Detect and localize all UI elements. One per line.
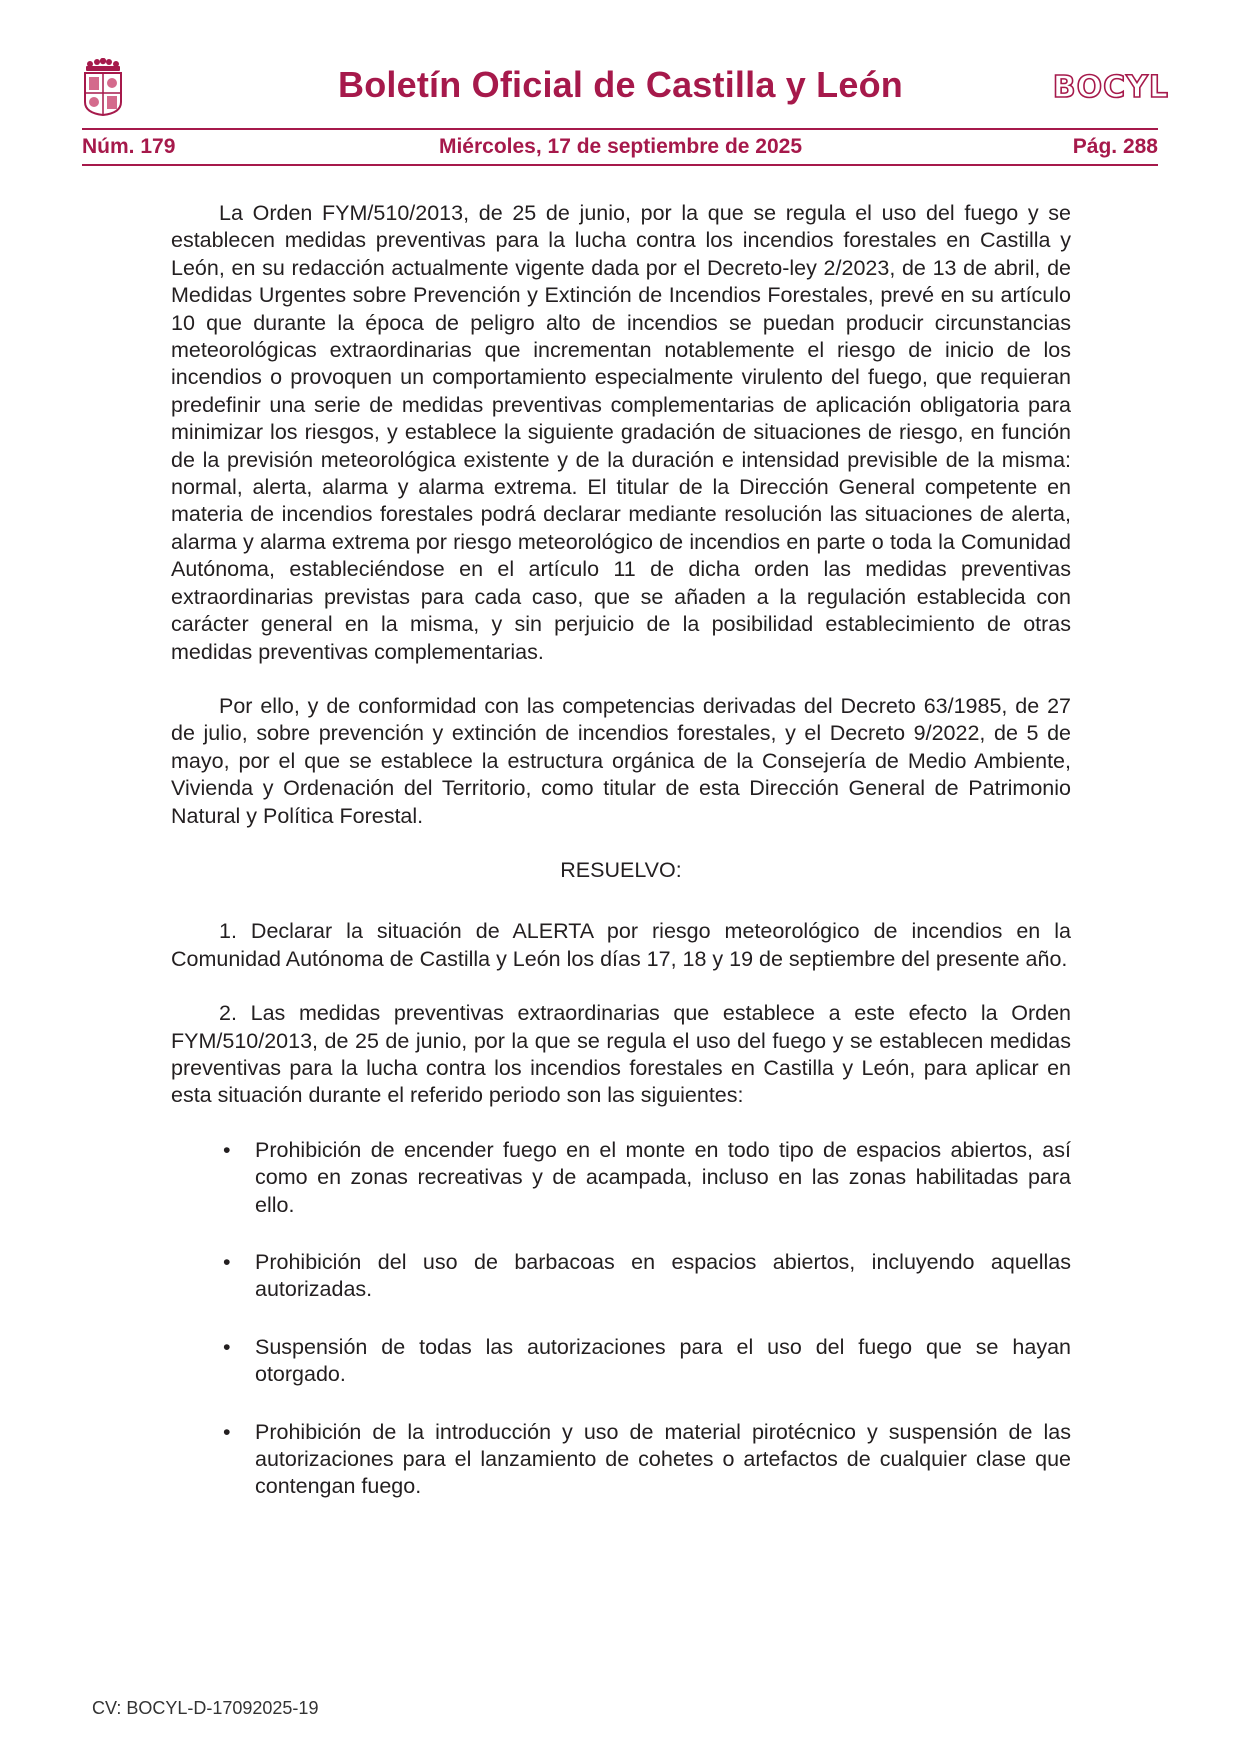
- issue-date: Miércoles, 17 de septiembre de 2025: [438, 135, 803, 158]
- resolution-point-1: 1. Declarar la situación de ALERTA por riesgo meteorológico de incendios en la Comunidad Autónoma de Castilla y León los días 17, 18 y 19 de septiembre del presente año.: [171, 919, 1071, 971]
- bulletin-title: Boletín Oficial de Castilla y León: [338, 64, 903, 105]
- bullet-icon: •: [223, 1334, 231, 1359]
- measure-item: [171, 1334, 1071, 1389]
- header-divider-bottom: [82, 164, 1158, 166]
- measure-text: Prohibición de encender fuego en el monte en todo tipo de espacios abiertos, así como en zonas recreativas y de acampada, incluso en las zonas habilitadas para ello.: [255, 1137, 1071, 1217]
- resolution-point-2: 2. Las medidas preventivas extraordinarias que establece a este efecto la Orden FYM/510/2013, de 25 de junio, por la que se regula el uso del fuego y se establecen medidas preventivas para la lucha contra los incendios forestales en Castilla y León, para aplicar en esta situación durante el referido periodo son las siguientes:: [171, 1001, 1071, 1108]
- measure-text: Prohibición del uso de barbacoas en espacios abiertos, incluyendo aquellas autorizadas.: [255, 1250, 1071, 1302]
- bocyl-logo: BOCYL: [1052, 70, 1169, 105]
- header-divider-top: [82, 128, 1158, 130]
- document-body: [171, 200, 1071, 1531]
- measure-item: [171, 1249, 1071, 1304]
- resolution-heading: RESUELVO:: [560, 857, 682, 882]
- paragraph-preamble: La Orden FYM/510/2013, de 25 de junio, por la que se regula el uso del fuego y se establecen medidas preventivas para la lucha contra los incendios forestales en Castilla y León, en su redacción actualmente vigente dada por el Decreto-ley 2/2023, de 13 de abril, de Medidas Urgentes sobre Prevención y Extinción de Incendios Forestales, prevé en su artículo 10 que durante la época de peligro alto de incendios se puedan producir circunstancias meteorológicas extraordinarias que incrementan notablemente el riesgo de inicio de los incendios o provoquen un comportamiento especialmente virulento del fuego, que requieran predefinir una serie de medidas preventivas complementarias de aplicación obligatoria para minimizar los riesgos, y establece la siguiente gradación de situaciones de riesgo, en función de la previsión meteorológica existente y de la duración e intensidad previsible de la misma: normal, alerta, alarma y alarma extrema. El titular de la Dirección General competente en materia de incendios forestales podrá declarar mediante resolución las situaciones de alerta, alarma y alarma extrema por riesgo meteorológico de incendios en parte o toda la Comunidad Autónoma, estableciéndose en el artículo 11 de dicha orden las medidas preventivas extraordinarias previstas para cada caso, que se añaden a la regulación establecida con carácter general en la misma, y sin perjuicio de la posibilidad establecimiento de otras medidas preventivas complementarias.: [171, 201, 1071, 664]
- measure-text: Suspensión de todas las autorizaciones para el uso del fuego que se hayan otorgado.: [255, 1334, 1071, 1387]
- bullet-icon: •: [223, 1419, 231, 1444]
- page-number: Pág. 288: [1072, 135, 1158, 158]
- bullet-icon: •: [223, 1137, 231, 1162]
- issue-number: Núm. 179: [82, 135, 176, 158]
- measures-list: [171, 1137, 1071, 1501]
- measure-text: Prohibición de la introducción y uso de material pirotécnico y suspensión de las autorizaciones para el lanzamiento de cohetes o artefactos de cualquier clase que contengan fuego.: [255, 1419, 1071, 1499]
- cv-verification-code: CV: BOCYL-D-17092025-19: [92, 1698, 319, 1718]
- bullet-icon: •: [223, 1250, 231, 1274]
- measure-item: [171, 1137, 1071, 1219]
- measure-item: [171, 1419, 1071, 1501]
- paragraph-competences: Por ello, y de conformidad con las competencias derivadas del Decreto 63/1985, de 27 de julio, sobre prevención y extinción de incendios forestales, y el Decreto 9/2022, de 5 de mayo, por el que se establece la estructura orgánica de la Consejería de Medio Ambiente, Vivienda y Ordenación del Territorio, como titular de esta Dirección General de Patrimonio Natural y Política Forestal.: [171, 693, 1071, 828]
